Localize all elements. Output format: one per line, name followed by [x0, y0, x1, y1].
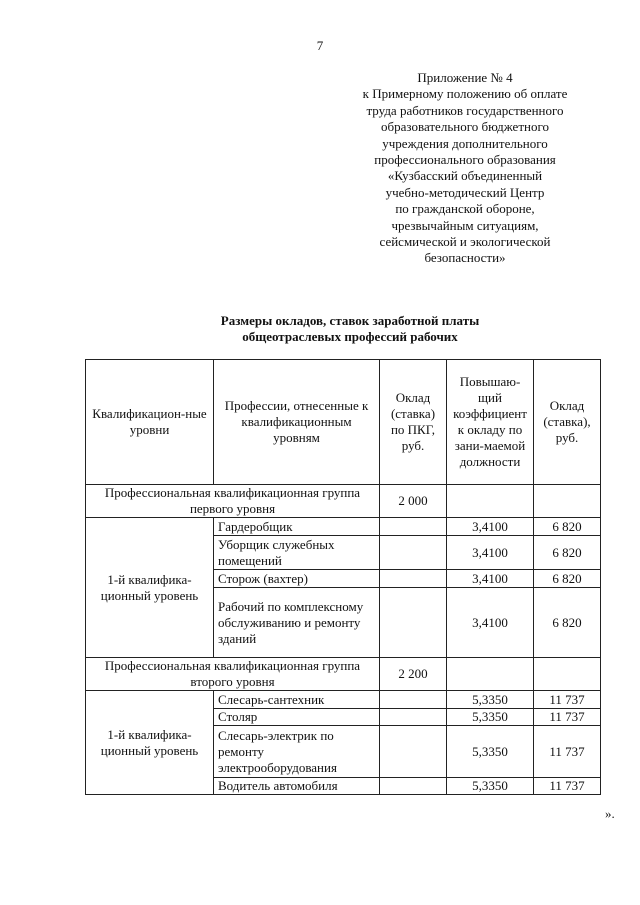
header-cell: Профессии, отнесенные к квалификационным уровням: [214, 360, 380, 485]
appendix-line: Приложение № 4: [417, 70, 513, 85]
appendix-line: к Примерному положению об оплате: [362, 86, 568, 102]
salary-cell: 11 737: [534, 778, 601, 795]
appendix-line: сейсмической и экологической: [379, 234, 551, 250]
group-name-cell: Профессиональная квалификационная группа первого уровня: [86, 485, 380, 518]
level-cell: 1-й квалифика-ционный уровень: [86, 691, 214, 795]
salary-table: [85, 359, 601, 795]
salary-cell: 11 737: [534, 726, 601, 778]
profession-cell: Водитель автомобиля: [214, 778, 380, 795]
group-salary-cell: 2 000: [380, 485, 447, 518]
profession-cell: Сторож (вахтер): [214, 570, 380, 588]
header-cell: Оклад (ставка), руб.: [534, 360, 601, 485]
table-title: [0, 313, 640, 345]
appendix-line: «Кузбасский объединенный: [387, 168, 543, 184]
coefficient-cell: 3,4100: [447, 588, 534, 658]
page-number: 7: [316, 38, 324, 53]
group-salary-cell: 2 200: [380, 658, 447, 691]
salary-cell: 11 737: [534, 691, 601, 709]
salary-cell: 6 820: [534, 570, 601, 588]
group-row: [86, 658, 601, 691]
table-row: [86, 518, 601, 536]
appendix-line: по гражданской обороне,: [395, 201, 535, 217]
empty-cell: [380, 588, 447, 658]
header-row: [86, 360, 601, 485]
empty-cell: [447, 658, 534, 691]
appendix-line: чрезвычайным ситуациям,: [391, 217, 539, 233]
empty-cell: [380, 518, 447, 536]
profession-cell: Рабочий по комплексному обслуживанию и ремонту зданий: [214, 588, 380, 658]
profession-cell: Столяр: [214, 709, 380, 726]
appendix-line: учебно-методический Центр: [385, 184, 545, 200]
empty-cell: [380, 570, 447, 588]
coefficient-cell: 3,4100: [447, 536, 534, 570]
coefficient-cell: 3,4100: [447, 518, 534, 536]
coefficient-cell: 5,3350: [447, 726, 534, 778]
closing-mark: ».: [605, 806, 615, 821]
coefficient-cell: 5,3350: [447, 709, 534, 726]
appendix-line: безопасности»: [424, 250, 506, 266]
salary-cell: 11 737: [534, 709, 601, 726]
empty-cell: [534, 485, 601, 518]
profession-cell: Уборщик служебных помещений: [214, 536, 380, 570]
level-cell: 1-й квалифика-ционный уровень: [86, 518, 214, 658]
header-cell: Повышаю-щий коэффициент к окладу по зани-маемой должности: [447, 360, 534, 485]
appendix-line: учреждения дополнительного: [382, 135, 548, 151]
salary-cell: 6 820: [534, 588, 601, 658]
header-cell: Квалификацион-ные уровни: [86, 360, 214, 485]
group-name-cell: Профессиональная квалификационная группа второго уровня: [86, 658, 380, 691]
empty-cell: [380, 709, 447, 726]
appendix-line: образовательного бюджетного: [381, 119, 549, 135]
empty-cell: [534, 658, 601, 691]
profession-cell: Гардеробщик: [214, 518, 380, 536]
empty-cell: [447, 485, 534, 518]
salary-cell: 6 820: [534, 536, 601, 570]
profession-cell: Слесарь-сантехник: [214, 691, 380, 709]
coefficient-cell: 3,4100: [447, 570, 534, 588]
empty-cell: [380, 726, 447, 778]
table-row: [86, 691, 601, 709]
coefficient-cell: 5,3350: [447, 778, 534, 795]
appendix-block: [330, 70, 600, 267]
coefficient-cell: 5,3350: [447, 691, 534, 709]
empty-cell: [380, 536, 447, 570]
header-cell: Оклад (ставка) по ПКГ, руб.: [380, 360, 447, 485]
group-row: [86, 485, 601, 518]
appendix-line: профессионального образования: [374, 152, 556, 168]
title-line-1: Размеры окладов, ставок заработной платы: [220, 313, 480, 328]
salary-cell: 6 820: [534, 518, 601, 536]
appendix-line: труда работников государственного: [366, 102, 564, 118]
empty-cell: [380, 691, 447, 709]
profession-cell: Слесарь-электрик по ремонту электрооборудования: [214, 726, 380, 778]
empty-cell: [380, 778, 447, 795]
title-line-2: общеотраслевых профессий рабочих: [242, 329, 458, 344]
